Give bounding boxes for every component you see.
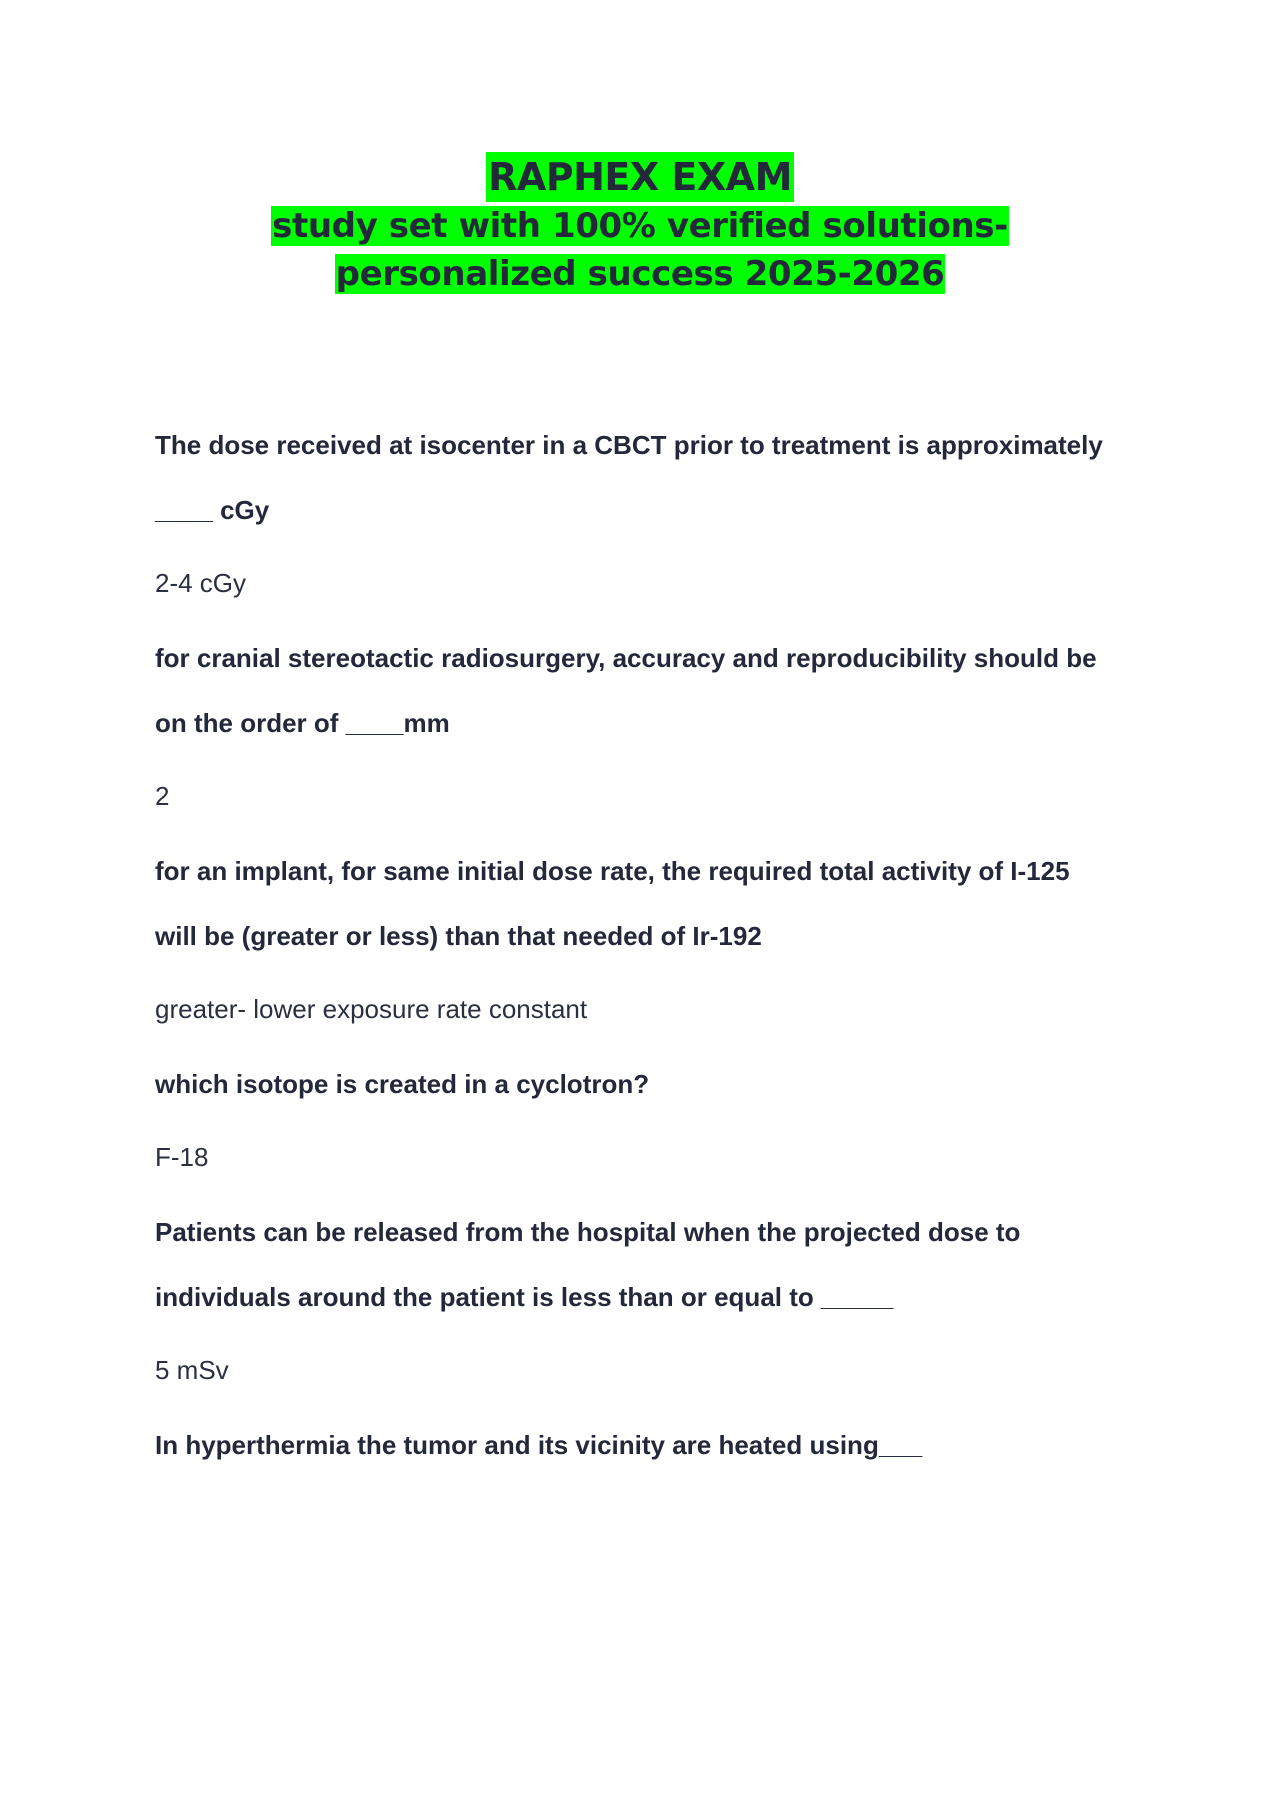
qa-item [155, 626, 1115, 811]
qa-item [155, 1200, 1115, 1385]
answer-text: 2 [155, 781, 170, 811]
question-text: The dose received at isocenter in a CBCT prior to treatment is approximately ____ cGy [155, 430, 1103, 525]
answer-text: F-18 [155, 1142, 209, 1172]
answer-text: 2-4 cGy [155, 568, 247, 598]
answer-text: greater- lower exposure rate constant [155, 994, 588, 1024]
document-subtitle: study set with 100% verified solutions-personalized success 2025-2026 [272, 206, 1008, 294]
answer-text: 5 mSv [155, 1355, 229, 1385]
question-text: for cranial stereotactic radiosurgery, accuracy and reproducibility should be on the order of ____mm [155, 643, 1097, 738]
question-text: which isotope is created in a cyclotron? [155, 1069, 650, 1099]
qa-item [155, 839, 1115, 1024]
title-block [0, 152, 1280, 298]
qa-list [155, 413, 1115, 1478]
qa-item [155, 413, 1115, 598]
question-text: for an implant, for same initial dose rate, the required total activity of I-125 will be (greater or less) than that needed of Ir-192 [155, 856, 1070, 951]
qa-item [155, 1052, 1115, 1172]
question-text: Patients can be released from the hospital when the projected dose to individuals around the patient is less than or equal to _____ [155, 1217, 1021, 1312]
question-text: In hyperthermia the tumor and its vicinity are heated using___ [155, 1430, 923, 1460]
document-title: RAPHEX EXAM [486, 152, 794, 202]
qa-item [155, 1413, 1115, 1478]
